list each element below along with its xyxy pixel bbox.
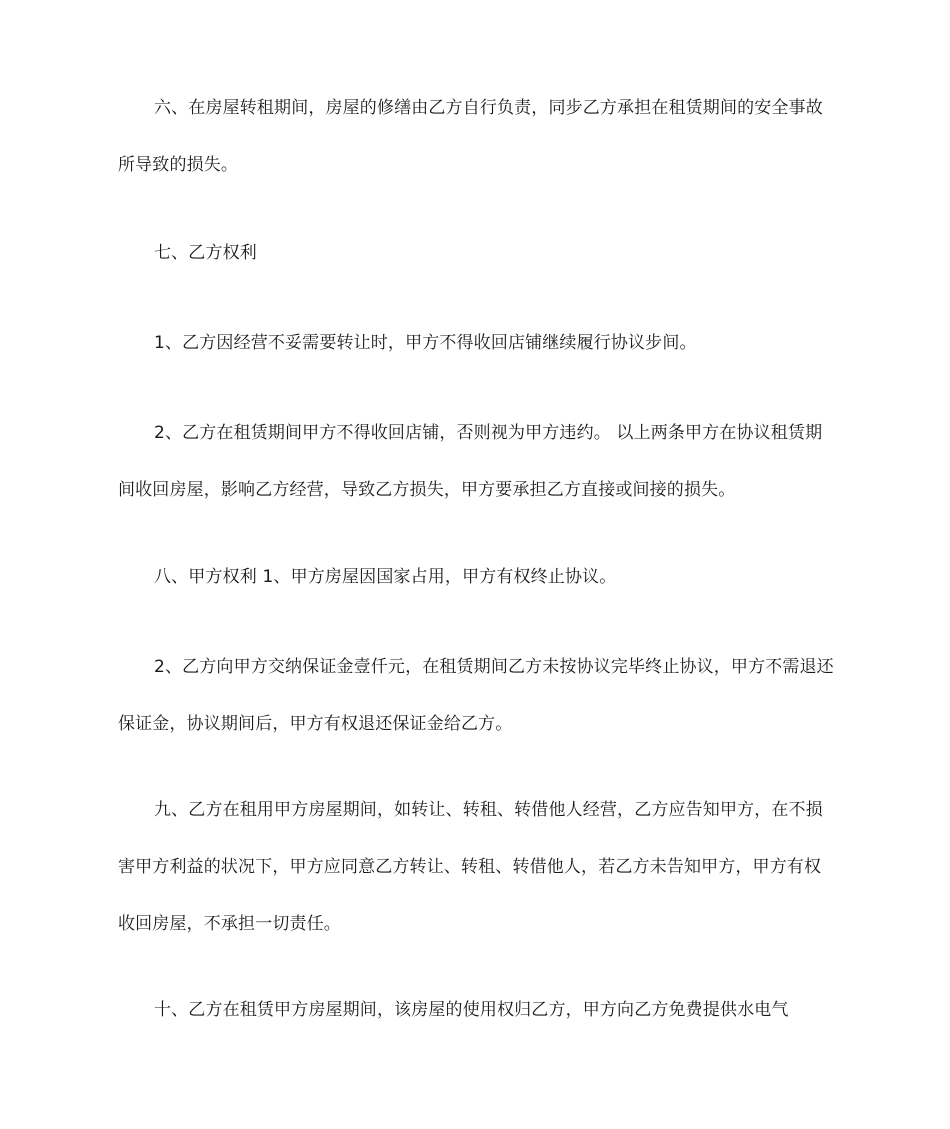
paragraph-9-sublease: 九、乙方在租用甲方房屋期间，如转让、转租、转借他人经营，乙方应告知甲方，在不损害甲方利益的状况下，甲方应同意乙方转让、转租、转借他人，若乙方未告知甲方，甲方有权收回房屋，不承担一切责任。 [118,800,823,934]
heading-7-party-b-rights: 七、乙方权利 [154,243,257,263]
paragraph-8-party-a-rights: 八、甲方权利 1、甲方房屋因国家占用，甲方有权终止协议。 [154,567,617,587]
paragraph-7-2-no-recovery: 2、乙方在租赁期间甲方不得收回店铺，否则视为甲方违约。 以上两条甲方在协议租赁期间收回房屋，影响乙方经营，导致乙方损失，甲方要承担乙方直接或间接的损失。 [118,423,823,500]
paragraph-7-1-transfer: 1、乙方因经营不妥需要转让时，甲方不得收回店铺继续履行协议步间。 [154,333,697,353]
paragraph-6-repairs: 六、在房屋转租期间，房屋的修缮由乙方自行负责，同步乙方承担在租赁期间的安全事故所导致的损失。 [118,98,823,175]
paragraph-8-2-deposit: 2、乙方向甲方交纳保证金壹仟元，在租赁期间乙方未按协议完毕终止协议，甲方不需退还保证金，协议期间后，甲方有权退还保证金给乙方。 [118,657,834,734]
paragraph-10-usage-rights: 十、乙方在租赁甲方房屋期间，该房屋的使用权归乙方，甲方向乙方免费提供水电气 [154,1000,789,1020]
